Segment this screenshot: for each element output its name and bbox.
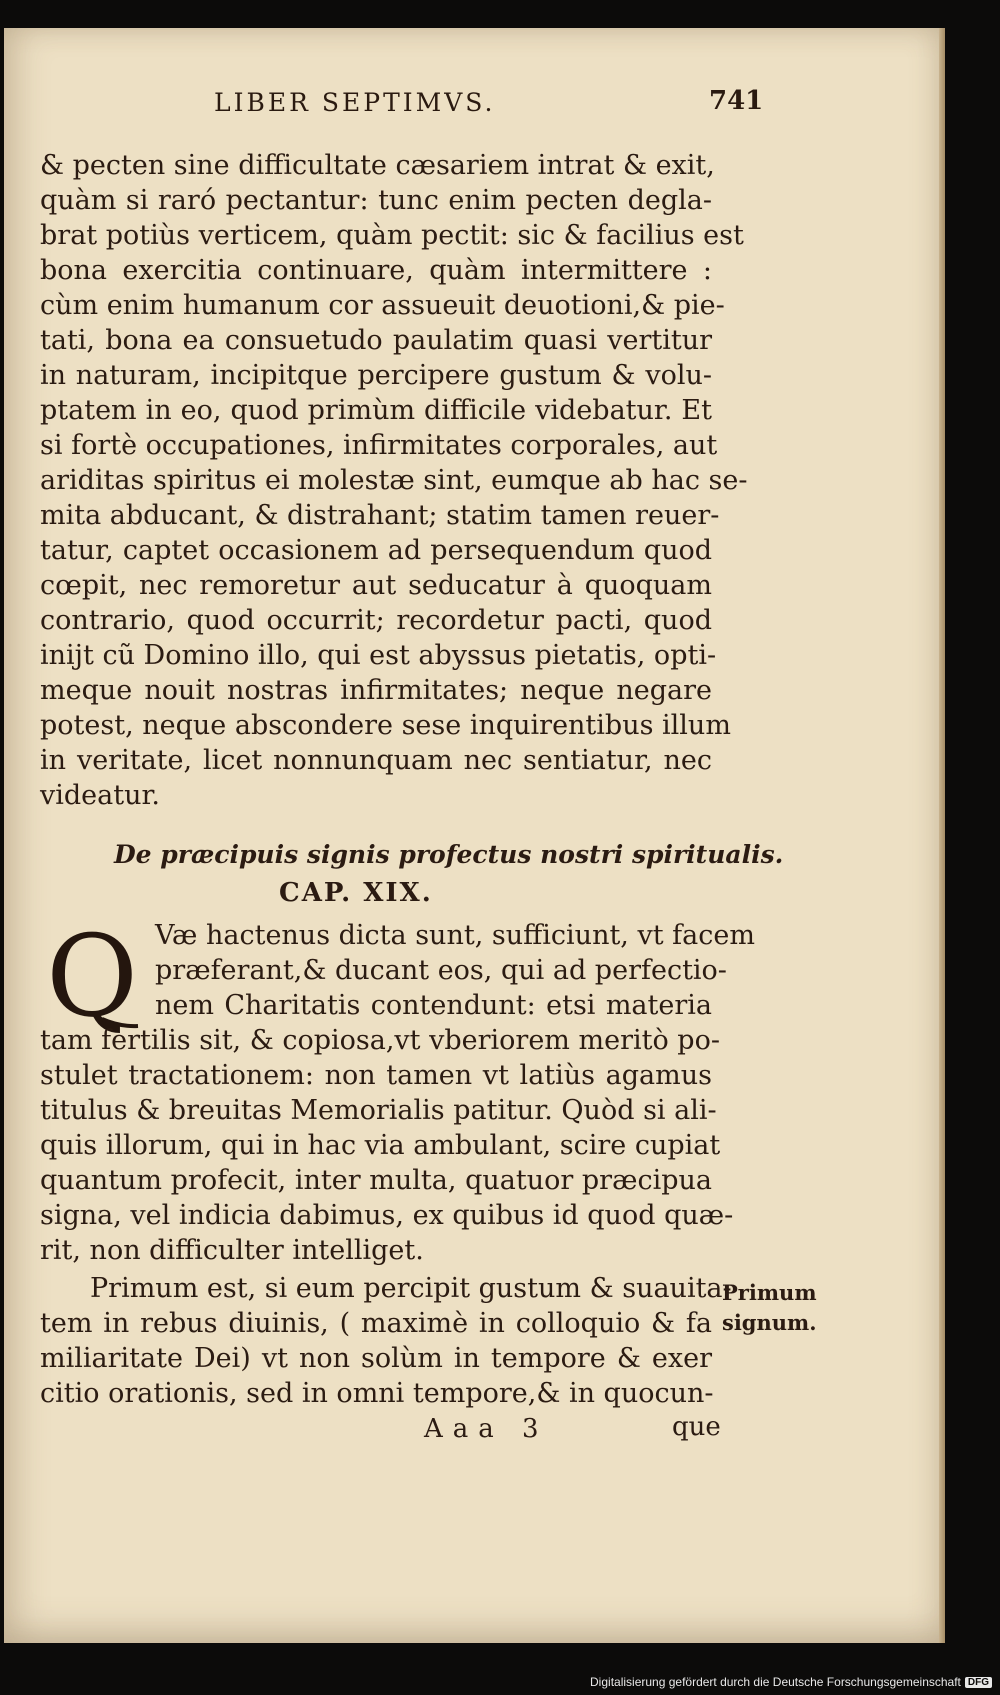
text-line: inijt cũ Domino illo, qui est abyssus pietatis, opti- xyxy=(40,640,717,671)
text-line: quis illorum, qui in hac via ambulant, scire cupiat xyxy=(40,1130,721,1161)
text-line: contrario, quod occurrit; recordetur pacti, quod xyxy=(40,605,712,636)
svg-text:Q: Q xyxy=(46,923,138,1033)
text-line: in naturam, incipitque percipere gustum & volu- xyxy=(40,360,712,391)
book-page xyxy=(4,28,945,1643)
signature-mark: Aaa 3 xyxy=(424,1414,549,1444)
text-line: tati, bona ea consuetudo paulatim quasi vertitur xyxy=(40,325,712,356)
text-line: in veritate, licet nonnunquam nec sentiatur, nec xyxy=(40,745,712,776)
text-line: nem Charitatis contendunt: etsi materia xyxy=(155,990,712,1021)
marginal-note-line: signum. xyxy=(722,1310,817,1335)
catchword: que xyxy=(672,1412,721,1442)
text-line: signa, vel indicia dabimus, ex quibus id quod quæ- xyxy=(40,1200,734,1231)
text-line: mita abducant, & distrahant; statim tamen reuer- xyxy=(40,500,720,531)
marginal-note xyxy=(722,1278,822,1338)
text-line: si fortè occupationes, infirmitates corporales, aut xyxy=(40,430,718,461)
text-line: potest, neque abscondere sese inquirentibus illum xyxy=(40,710,731,741)
text-line: præferant,& ducant eos, qui ad perfectio- xyxy=(155,955,727,986)
text-line: ariditas spiritus ei molestæ sint, eumque ab hac se- xyxy=(40,465,748,496)
running-head: LIBER SEPTIMVS. xyxy=(214,88,496,117)
text-line: tam fertilis sit, & copiosa,vt vberiorem meritò po- xyxy=(40,1025,720,1056)
page-header xyxy=(4,76,945,126)
credit-text: Digitalisierung gefördert durch die Deutsche Forschungsgemeinschaft xyxy=(590,1675,961,1689)
page-number: 741 xyxy=(709,86,764,116)
digitization-credit xyxy=(590,1675,992,1689)
text-line: miliaritate Dei) vt non solùm in tempore & exer xyxy=(40,1343,712,1374)
text-line: Væ hactenus dicta sunt, sufficiunt, vt facem xyxy=(155,920,755,951)
text-line: cùm enim humanum cor assueuit deuotioni,& pie- xyxy=(40,290,725,321)
text-line: quantum profecit, inter multa, quatuor præcipua xyxy=(40,1165,712,1196)
paragraph-first-sign xyxy=(40,1271,732,1411)
text-line: citio orationis, sed in omni tempore,& in quocun- xyxy=(40,1378,714,1409)
page-footer xyxy=(4,1414,945,1454)
text-line: meque nouit nostras infirmitates; neque negare xyxy=(40,675,712,706)
dfg-logo-icon: DFG xyxy=(965,1677,992,1688)
text-line: quàm si raró pectantur: tunc enim pecten degla- xyxy=(40,185,712,216)
marginal-note-line: Primum xyxy=(722,1280,817,1305)
text-line: stulet tractationem: non tamen vt latiùs agamus xyxy=(40,1060,712,1091)
paragraph-continuation xyxy=(40,148,748,813)
text-line: & pecten sine difficultate cæsariem intrat & exit, xyxy=(40,150,715,181)
text-line: bona exercitia continuare, quàm intermittere : xyxy=(40,255,712,286)
text-line: tatur, captet occasionem ad persequendum quod xyxy=(40,535,712,566)
chapter-heading: De præcipuis signis profectus nostri spiritualis. xyxy=(114,840,784,869)
text-line: titulus & breuitas Memorialis patitur. Quòd si ali- xyxy=(40,1095,717,1126)
chapter-number: CAP. XIX. xyxy=(279,878,433,908)
text-line: ptatem in eo, quod primùm difficile videbatur. Et xyxy=(40,395,712,426)
text-line: Primum est, si eum percipit gustum & suauita- xyxy=(90,1273,732,1304)
text-line: tem in rebus diuinis, ( maximè in colloquio & fa xyxy=(40,1308,712,1339)
text-line: rit, non difficulter intelliget. xyxy=(40,1235,424,1266)
text-line: brat potiùs verticem, quàm pectit: sic & facilius est xyxy=(40,220,744,251)
text-line: cœpit, nec remoretur aut seducatur à quoquam xyxy=(40,570,712,601)
paragraph-chapter-opening xyxy=(40,918,755,1268)
text-line: videatur. xyxy=(40,780,161,811)
